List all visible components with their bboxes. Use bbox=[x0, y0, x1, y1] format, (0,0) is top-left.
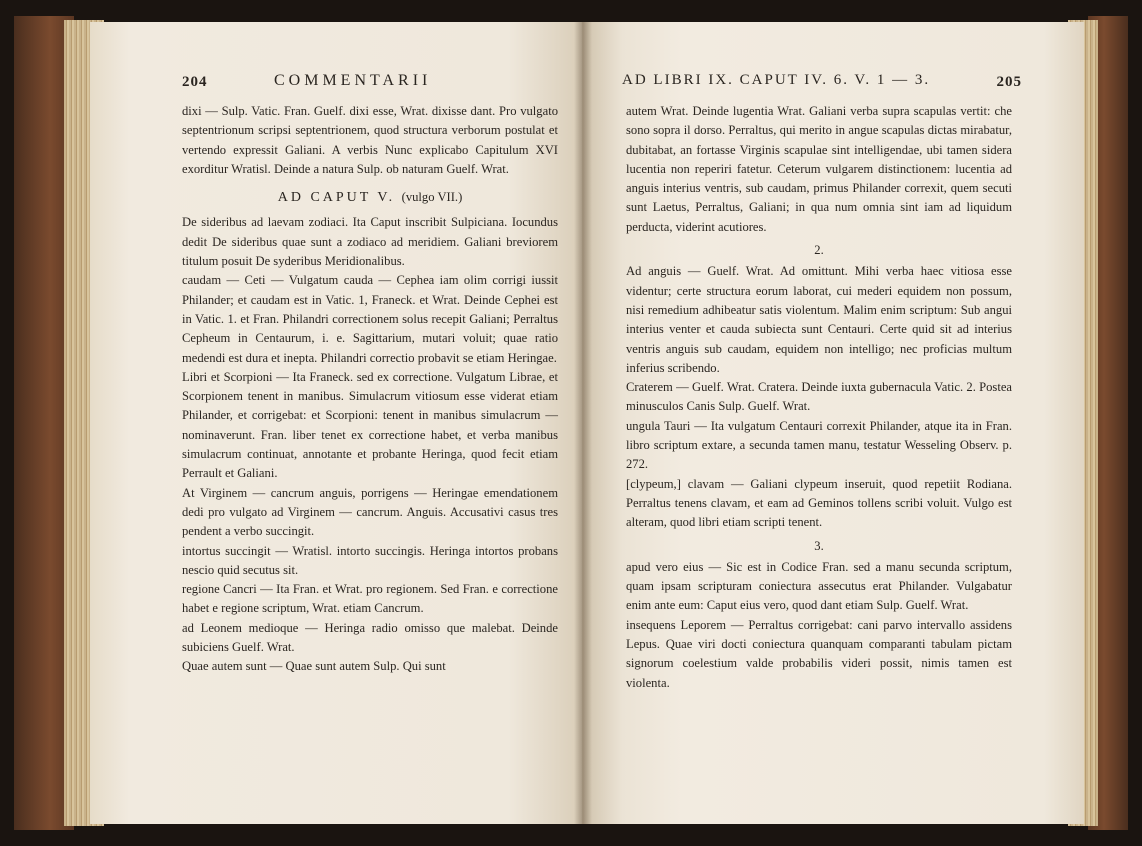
paragraph: insequens Leporem — Perraltus corrigebat: cani parvo intervallo assidens Lepus. Quae viri docti coniectura quanquam comparanti tabulam pictam signorum coelestium valde probabilis videri possit, nimis tamen est violenta. bbox=[626, 617, 1012, 690]
paragraph: Libri et Scorpioni — Ita Franeck. sed ex correctione. Vulgatum Librae, et Scorpionem tenent in manibus. Simulacrum vitiosum esse viderat etiam Philander, et corrigebat: et Scorpioni: tenent in manibus simulacrum — nominaverunt. Fran. liber tenet ex correctione habet, et verba manibus simulacrum continuat, annotante et probante Heringa, quod fecit etiam Perrault et Galiani. bbox=[182, 369, 558, 481]
paragraph: regione Cancri — Ita Fran. et Wrat. pro regionem. Sed Fran. e correctione habet e regione scriptum, Wrat. etiam Cancrum. bbox=[182, 582, 558, 616]
section-note: (vulgo VII.) bbox=[401, 190, 463, 205]
paragraph: ad Leonem medioque — Heringa radio omisso que malebat. Deinde subiciens Guelf. Wrat. bbox=[182, 620, 558, 655]
paragraph: Quae autem sunt — Quae sunt autem Sulp. Qui sunt bbox=[182, 659, 446, 674]
paragraph: De sideribus ad laevam zodiaci. Ita Caput inscribit Sulpiciana. Iocundus dedit De sideribus quae sunt a zodiaco ad meridiem. Galiani breviorem titulum posuit De syderibus Meridionalibus. bbox=[182, 215, 558, 269]
book-gutter bbox=[574, 22, 592, 824]
paragraph: caudam — Ceti — Vulgatum cauda — Cephea iam olim corrigi iussit Philander; et caudam est in Vatic. 1, Franeck. et Wrat. Deinde Cephei est in Vatic. 1. et Fran. Philandri correctionem solus recepit Galiani; Perraltus Cepheum in Centaurum, i. e. Sagittarium, mutari voluit; quae ratio medendi est dura et inepta. Philandri correctio probavit se etiam Heringae. bbox=[182, 273, 558, 365]
paragraph: ungula Tauri — Ita vulgatum Centauri correxit Philander, atque ita in Fran. libro scriptum extare, a secunda tamen manu, testatur Wesseling Observ. p. 272. bbox=[626, 418, 1012, 472]
left-folio: 204 bbox=[182, 74, 208, 90]
paragraph: At Virginem — cancrum anguis, porrigens — Heringae emendationem dedi pro vulgato ad Virginem — cancrum. Anguis. Accusativi casus tres pendent a verbo succingit. bbox=[182, 485, 558, 539]
right-folio: 205 bbox=[996, 74, 1022, 90]
paragraph: [clypeum,] clavam — Galiani clypeum inseruit, quod repetiit Rodiana. Perraltus tenens clavam, et eam ad Geminos tollens scribi voluit. Vulgo est alteram, quod libri etiam scripti tenent. bbox=[626, 476, 1012, 530]
paragraph: apud vero eius — Sic est in Codice Fran. sed a manu secunda scriptum, quam ipsam scripturam coniectura assecutus erat Philander. Vulgabatur enim ante eum: Caput eius vero, quod dant etiam Sulp. Guelf. Wrat. bbox=[626, 559, 1012, 613]
paragraph: autem Wrat. Deinde lugentia Wrat. Galiani verba supra scapulas vertit: che sono sopra il dorso. Perraltus, qui merito in angue scapulas dictas mirabatur, dubitabat, an fortasse Virginis scapulae sint intelligendae, ubi tamen sidera lucentia non reperiri fatetur. Ceterum vulgarem distinctionem: lucentia ad anguis interius ventris, sub caudam, primus Philander correxit, quem secuti sunt Laetus, Perraltus, Galiani; in qua num omnia sint iam ad liquidum perducta, viderint acutiores. bbox=[626, 104, 1012, 234]
open-book bbox=[14, 16, 1128, 830]
left-running-title: COMMENTARII bbox=[274, 72, 432, 89]
left-body-text bbox=[182, 102, 558, 677]
paragraph: dixi — Sulp. Vatic. Fran. Guelf. dixi esse, Wrat. dixisse dant. Pro vulgato septentrionum scripsi septentrionem, quod structura verborum postulat et vertendo expressit Galiani. A verbis Nunc explicabo Capitulum XVI exorditur Wratisl. Deinde a natura Sulp. ob naturam Guelf. Wrat. bbox=[182, 104, 558, 176]
left-page bbox=[90, 22, 582, 824]
paragraph: Ad anguis — Guelf. Wrat. Ad omittunt. Mihi verba haec vitiosa esse videntur; certe structura eorum laborat, cui mederi equidem non possum, nisi remedium adhibeatur satis violentum. Malim enim scriptum: Sub angui interius venter et cauda subiecta sunt Centauri. Certe quid sit ad interius ventris anguis sub caudam, equidem non intelligo; nec proficias multum inferius scribendo. bbox=[626, 264, 1012, 375]
paragraph: intortus succingit — Wratisl. intorto succingis. Heringa intortos probans nescio quid secutus sit. bbox=[182, 543, 558, 577]
section-heading: AD CAPUT V. (vulgo VII.) bbox=[277, 190, 463, 206]
right-running-title: AD LIBRI IX. CAPUT IV. 6. V. 1 — 3. bbox=[622, 72, 931, 88]
section-number: 3. bbox=[814, 538, 824, 553]
right-body-text bbox=[626, 102, 1012, 693]
section-number: 2. bbox=[814, 243, 824, 258]
right-page bbox=[582, 22, 1084, 824]
paragraph: Craterem — Guelf. Wrat. Cratera. Deinde iuxta gubernacula Vatic. 2. Postea minusculos Canis Sulp. Guelf. Wrat. bbox=[626, 380, 1012, 414]
